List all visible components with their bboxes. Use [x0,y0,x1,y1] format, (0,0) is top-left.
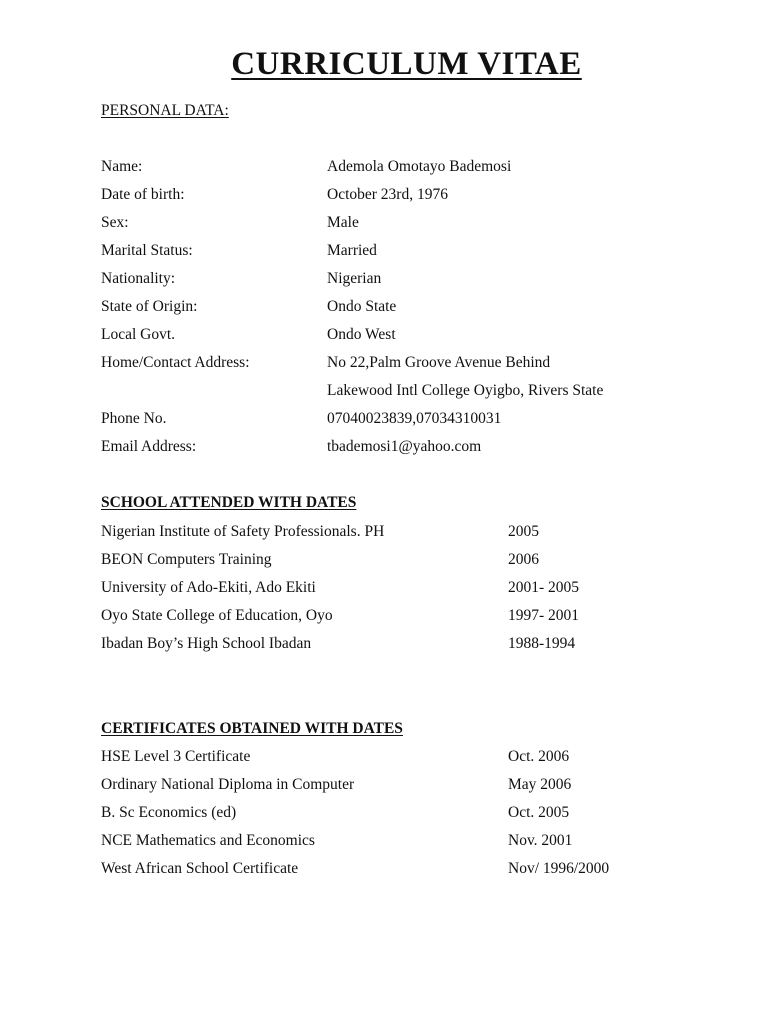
personal-value: 07040023839,07034310031 [327,410,502,427]
school-name: University of Ado-Ekiti, Ado Ekiti [101,579,316,596]
certificate-name: Ordinary National Diploma in Computer [101,776,355,793]
school-dates: 1997- 2001 [508,607,580,624]
personal-label: Marital Status: [101,242,193,259]
school-name: Nigerian Institute of Safety Professionals. PH [101,523,385,540]
personal-data-heading: PERSONAL DATA: [101,102,229,119]
personal-label: Email Address: [101,438,197,455]
personal-label: Local Govt. [101,326,176,343]
certificate-date: May 2006 [508,776,572,793]
personal-label: Phone No. [101,410,167,427]
document-title: CURRICULUM VITAE [231,46,582,82]
personal-label: State of Origin: [101,298,198,315]
personal-label: Date of birth: [101,186,185,203]
school-dates: 2006 [508,551,539,568]
personal-value: tbademosi1@yahoo.com [327,438,482,455]
school-name: BEON Computers Training [101,551,272,568]
school-dates: 2001- 2005 [508,579,580,596]
personal-value: Ondo State [327,298,397,315]
certificate-name: B. Sc Economics (ed) [101,804,237,821]
personal-value: Ademola Omotayo Bademosi [327,158,512,175]
school-name: Oyo State College of Education, Oyo [101,607,333,624]
certificate-name: HSE Level 3 Certificate [101,748,251,765]
school-dates: 2005 [508,523,539,540]
schools-heading: SCHOOL ATTENDED WITH DATES [101,494,357,511]
certificate-date: Oct. 2005 [508,804,570,821]
certificate-date: Nov/ 1996/2000 [508,860,610,877]
certificates-heading: CERTIFICATES OBTAINED WITH DATES [101,720,403,737]
personal-label: Sex: [101,214,129,231]
personal-value: Married [327,242,377,259]
personal-label: Name: [101,158,143,175]
certificate-date: Oct. 2006 [508,748,570,765]
personal-value: Male [327,214,359,231]
school-dates: 1988-1994 [508,635,576,652]
personal-value: October 23rd, 1976 [327,186,448,203]
personal-label: Home/Contact Address: [101,354,250,371]
school-name: Ibadan Boy’s High School Ibadan [101,635,312,652]
personal-value: No 22,Palm Groove Avenue Behind [327,354,551,371]
personal-value: Nigerian [327,270,382,287]
certificate-name: West African School Certificate [101,860,299,877]
certificate-name: NCE Mathematics and Economics [101,832,315,849]
certificate-date: Nov. 2001 [508,832,573,849]
personal-label: Nationality: [101,270,176,287]
personal-value: Lakewood Intl College Oyigbo, Rivers State [327,382,604,399]
personal-value: Ondo West [327,326,396,343]
